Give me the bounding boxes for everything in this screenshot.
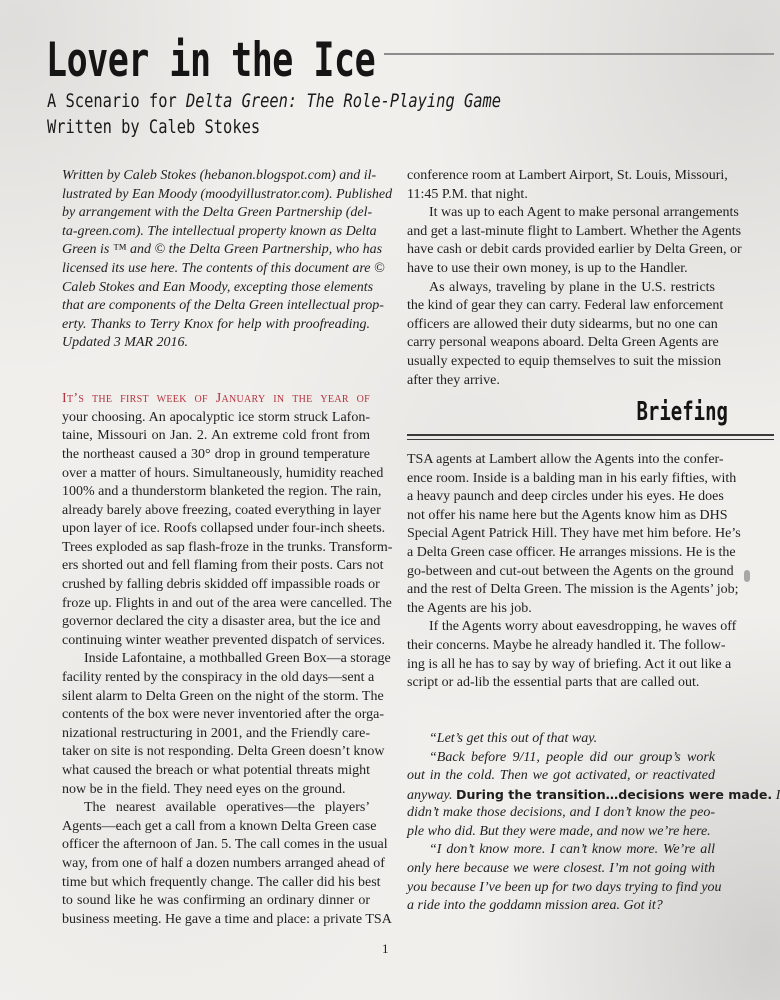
body-text-line: already barely above freezing, coated everything in layer: [62, 502, 381, 518]
body-text-line: now be in the field. They need eyes on the ground.: [62, 781, 346, 797]
quote-line: only here because we were closest. I’m not going with: [407, 861, 715, 877]
body-text-line: officer the afternoon of Jan. 5. The call comes in the usual: [62, 837, 388, 853]
body-text-line: and get a last-minute flight to Lambert. Whether the Agents: [407, 223, 742, 239]
title-rule: [384, 53, 774, 55]
quote-line: “Back before 9/11, people did our group’s work: [429, 749, 715, 765]
quote-line: you because I’ve been up for two days trying to find you: [407, 879, 722, 895]
body-text-line: have cash or debit cards provided earlier by Delta Green, or: [407, 242, 742, 258]
body-text-line: continuing winter weather prevented dispatch of services.: [62, 632, 386, 648]
body-text-line: 11:45 P.M. that night.: [407, 186, 528, 202]
body-text-line: ence room. Inside is a balding man in his early fifties, with: [407, 470, 737, 486]
paragraph-gap: [62, 372, 370, 391]
body-text-line: to sound like he was confirming an ordinary dinner or: [62, 893, 370, 909]
body-text-line: Inside Lafontaine, a mothballed Green Box—a storage: [84, 651, 391, 667]
quote-fragment: anyway.: [407, 787, 456, 803]
body-text-line: way, from one of half a dozen numbers arranged ahead of: [62, 855, 385, 871]
body-text-line: officers are allowed their duty sidearms, but no one can: [407, 316, 718, 332]
credits-line: Green is ™ and © the Delta Green Partnership, who has: [62, 242, 383, 258]
quote-line: out in the cold. Then we got activated, or reactivated: [407, 768, 715, 784]
document-subtitle: [47, 90, 501, 112]
body-text-line: TSA agents at Lambert allow the Agents into the confer-: [407, 452, 724, 467]
emphasized-quote: During the transition…decisions were made.: [456, 786, 773, 802]
paragraph-gap: [407, 711, 715, 730]
body-text-line: Trees exploded as sap flash-froze in the trunks. Transform-: [62, 539, 393, 555]
body-text-line: the northeast caused a 30° drop in ground temperature: [62, 446, 370, 462]
body-text-line: It was up to each Agent to make personal arrangements: [429, 205, 739, 221]
body-text-line: the kind of gear they can carry. Federal law enforcement: [407, 298, 724, 314]
subtitle-game: Delta Green: The Role-Playing Game: [186, 90, 502, 112]
quote-line: ple who did. But they were made, and now we’re here.: [407, 823, 711, 839]
body-text-line: froze up. Flights in and out of the area were cancelled. The: [62, 595, 392, 611]
quote-fragment: I: [772, 787, 780, 803]
body-text-line: have to use their own money, is up to the Handler.: [407, 260, 688, 276]
quote-line-emphasis: [407, 786, 780, 805]
credits-line: ta-green.com). The intellectual property known as Delta: [62, 223, 377, 239]
body-text-line: governor declared the city a disaster area, but the ice and: [62, 614, 381, 630]
quote-line: “Let’s get this out of that way.: [429, 730, 598, 746]
body-text-line: nizational restructuring in 2001, and the Friendly care-: [62, 725, 370, 741]
body-text-line: your choosing. An apocalyptic ice storm struck Lafon-: [62, 409, 370, 425]
document-byline: Written by Caleb Stokes: [47, 116, 261, 138]
quote-line: a ride into the goddamn mission area. Got it?: [407, 898, 663, 914]
left-column: [62, 167, 393, 929]
lead-in-text: It’s the first week of January in the year of: [62, 391, 370, 407]
body-text-line: upon layer of ice. Roofs collapsed under four-inch sheets.: [62, 521, 386, 537]
credits-line: that are components of the Delta Green intellectual prop-: [62, 298, 384, 314]
body-text-line: a heavy paunch and deep circles under his eyes. He does: [407, 489, 724, 505]
body-text-line: silent alarm to Delta Green on the night of the storm. The: [62, 688, 384, 704]
body-text-line: conference room at Lambert Airport, St. Louis, Missouri,: [407, 168, 728, 183]
body-text-line: Special Agent Patrick Hill. They have met him before. He’s: [407, 526, 741, 542]
right-column: [407, 167, 742, 390]
briefing-body: [407, 451, 780, 916]
credits-line: licensed its use here. The contents of this document are ©: [62, 260, 385, 276]
credits-line: Caleb Stokes and Ean Moody, excepting those elements: [62, 279, 374, 295]
body-text-line: go-between and cut-out between the Agents on the ground: [407, 563, 734, 579]
paper-blemish: [744, 570, 750, 582]
section-rule-top: [407, 434, 774, 436]
credits-line: Updated 3 MAR 2016.: [62, 335, 188, 351]
body-text-line: ers shorted out and fell flaming from their posts. Cars not: [62, 558, 384, 574]
paragraph-gap: [62, 353, 370, 372]
body-text-line: facility rented by the conspiracy in the old days—sent a: [62, 670, 375, 686]
body-text-line: taine, Missouri on Jan. 2. An extreme cold front from: [62, 428, 370, 444]
body-text-line: a Delta Green case officer. He arranges missions. He is the: [407, 544, 736, 560]
body-text-line: what caused the breach or what potential threats might: [62, 763, 370, 778]
body-text-line: ing is all he has to say by way of briefing. Act it out like a: [407, 656, 732, 672]
body-text-line: time but which frequently change. The caller did his best: [62, 874, 381, 890]
credits-line: by arrangement with the Delta Green Partnership (del-: [62, 205, 373, 221]
quote-line: didn’t make those decisions, and I don’t know the peo-: [407, 805, 715, 821]
body-text-line: over a matter of hours. Simultaneously, humidity reached: [62, 465, 384, 481]
quote-line: “I don’t know more. I can’t know more. We’re all: [429, 842, 715, 858]
credits-line: Written by Caleb Stokes (hebanon.blogspot.com) and il-: [62, 168, 377, 183]
body-text-line: usually expected to equip themselves to suit the mission: [407, 353, 722, 369]
body-text-line: not offer his name here but the Agents know him as DHS: [407, 507, 728, 523]
body-text-line: business meeting. He gave a time and place: a private TSA: [62, 911, 392, 927]
body-text-line: As always, traveling by plane in the U.S. restricts: [429, 279, 715, 295]
section-rule-bottom: [407, 439, 774, 441]
credits-line: erty. Thanks to Terry Knox for help with proofreading.: [62, 316, 370, 332]
credits-line: lustrated by Ean Moody (moodyillustrator.com). Published: [62, 186, 393, 202]
section-heading-briefing: Briefing: [636, 397, 728, 427]
body-text-line: the Agents are his job.: [407, 600, 532, 616]
body-text-line: Agents—each get a call from a known Delta Green case: [62, 818, 377, 834]
body-text-line: and the rest of Delta Green. The mission is the Agents’ job;: [407, 582, 739, 598]
subtitle-prefix: A Scenario for: [47, 90, 186, 112]
document-title: Lover in the Ice: [46, 34, 376, 88]
body-text-line: The nearest available operatives—the players’: [84, 800, 370, 816]
body-text-line: contents of the box were never inventoried after the orga-: [62, 707, 384, 723]
body-text-line: taker on site is not responding. Delta Green doesn’t know: [62, 744, 385, 760]
body-text-line: carry personal weapons aboard. Delta Green Agents are: [407, 335, 719, 351]
body-text-line: after they arrive.: [407, 372, 500, 388]
body-text-line: crushed by falling debris skidded off impassible roads or: [62, 577, 380, 593]
body-text-line: 100% and a thunderstorm blanketed the region. The rain,: [62, 484, 382, 500]
body-text-line: If the Agents worry about eavesdropping, he waves off: [429, 619, 737, 635]
page-number: 1: [382, 941, 389, 956]
paragraph-gap: [407, 693, 715, 712]
body-text-line: script or ad-lib the essential parts that are called out.: [407, 675, 700, 691]
body-text-line: their concerns. Maybe he already handled it. The follow-: [407, 637, 726, 653]
